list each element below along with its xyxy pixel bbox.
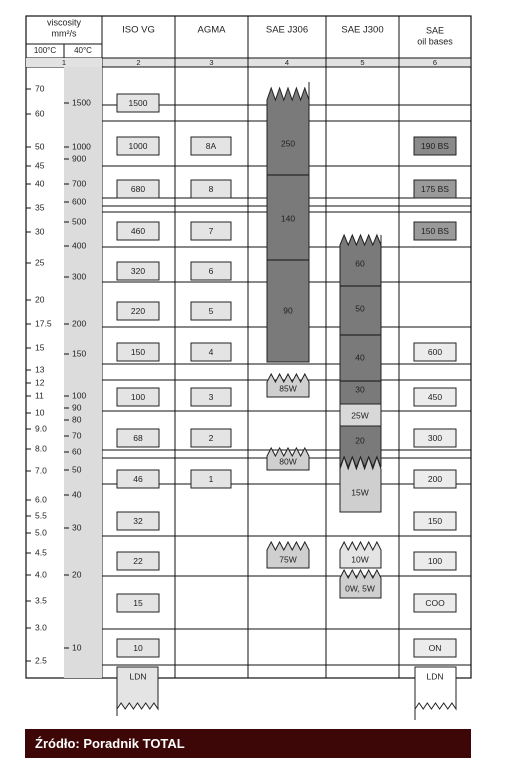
tick-label-40c: 50 (72, 464, 82, 475)
tick-label-40c: 70 (72, 430, 82, 441)
tick-label-40c: 100 (72, 390, 87, 401)
tick-label-40c: 60 (72, 446, 82, 457)
col-number-6: 6 (432, 57, 438, 67)
iso-vg-46-label: 46 (133, 473, 143, 484)
sae-j306-85W-label: 85W (279, 383, 297, 394)
sae-j300-25w: 25W (351, 410, 369, 421)
iso-vg-22-label: 22 (133, 555, 143, 566)
iso-vg-1000-label: 1000 (128, 140, 148, 151)
agma-1-label: 1 (208, 473, 214, 484)
tick-label-100c: 40 (35, 178, 45, 189)
oil-base-ldn-label: LDN (426, 671, 444, 682)
iso-vg-ldn-label: LDN (129, 671, 147, 682)
agma-8A-label: 8A (205, 140, 217, 151)
col-header-2: SAE J306 (265, 24, 309, 36)
tick-label-100c: 4.5 (35, 547, 47, 558)
tick-label-100c: 4.0 (35, 569, 47, 580)
tick-label-40c: 150 (72, 348, 87, 359)
sae-j306-90: 90 (283, 305, 293, 316)
agma-3-label: 3 (208, 391, 214, 402)
tick-label-100c: 8.0 (35, 443, 47, 454)
col-number-2: 2 (136, 57, 141, 67)
tick-label-40c: 1000 (72, 141, 91, 152)
tick-label-40c: 200 (72, 318, 87, 329)
tick-label-100c: 9.0 (35, 423, 47, 434)
sae-j306-75W-label: 75W (279, 554, 297, 565)
tick-label-100c: 13 (35, 364, 45, 375)
sae-j306-80W-label: 80W (279, 456, 297, 467)
oil-base-ON-label: ON (428, 642, 442, 653)
tick-label-40c: 400 (72, 240, 87, 251)
tick-label-100c: 15 (35, 342, 45, 353)
tick-label-100c: 45 (35, 160, 45, 171)
oil-base-COO-label: COO (425, 597, 445, 608)
iso-vg-320-label: 320 (130, 265, 146, 276)
sae-j300-30: 30 (355, 384, 365, 395)
oil-base-100-label: 100 (427, 555, 443, 566)
tick-label-100c: 3.5 (35, 595, 47, 606)
tick-label-100c: 7.0 (35, 465, 47, 476)
viscosity-unit: mm²/s (51, 28, 77, 39)
col-number-5: 5 (360, 57, 365, 67)
agma-8-label: 8 (208, 183, 214, 194)
col-header-3: SAE J300 (341, 24, 384, 36)
source-caption: Źródło: Poradnik TOTAL (25, 729, 471, 758)
col-40c-label: 40°C (74, 46, 92, 56)
viscosity-title: viscosity (46, 17, 82, 28)
iso-vg-220-label: 220 (130, 305, 146, 316)
sae-j300-20: 20 (355, 435, 365, 446)
tick-label-40c: 40 (72, 489, 82, 500)
oil-base-150-label: 150 (427, 515, 443, 526)
tick-label-40c: 20 (72, 569, 82, 580)
tick-label-40c: 300 (72, 271, 87, 282)
agma-6-label: 6 (208, 265, 214, 276)
oil-base-300-label: 300 (427, 432, 443, 443)
col-header-1: AGMA (197, 24, 226, 36)
tick-label-100c: 17.5 (35, 318, 52, 329)
iso-vg-10-label: 10 (133, 642, 143, 653)
oil-base-175-BS-label: 175 BS (421, 183, 449, 194)
tick-label-100c: 60 (35, 108, 45, 119)
tick-label-40c: 10 (72, 642, 82, 653)
sae-j300-0w5w: 0W, 5W (345, 583, 375, 594)
sae-j300-50: 50 (355, 303, 365, 314)
tick-label-100c: 12 (35, 377, 45, 388)
col-number-3: 3 (209, 57, 214, 67)
sae-j300-15w: 15W (351, 487, 369, 498)
tick-label-100c: 25 (35, 257, 45, 268)
tick-label-40c: 30 (72, 522, 82, 533)
tick-label-40c: 500 (72, 216, 87, 227)
tick-label-40c: 600 (72, 196, 87, 207)
sae-j300-15w-box (340, 457, 381, 512)
tick-label-40c: 900 (72, 153, 87, 164)
tick-label-100c: 10 (35, 407, 45, 418)
tick-label-100c: 70 (35, 83, 45, 94)
col-100c-label: 100°C (33, 46, 57, 56)
tick-label-100c: 20 (35, 294, 45, 305)
oil-base-190-BS-label: 190 BS (421, 140, 449, 151)
iso-vg-460-label: 460 (130, 225, 146, 236)
col-header-0: ISO VG (122, 24, 155, 36)
sae-j306-250: 250 (280, 138, 296, 149)
iso-vg-68-label: 68 (133, 432, 143, 443)
oil-base-150-BS-label: 150 BS (421, 225, 449, 236)
oil-base-600-label: 600 (427, 346, 443, 357)
sae-j306-140: 140 (280, 213, 296, 224)
iso-vg-32-label: 32 (133, 515, 143, 526)
tick-label-100c: 35 (35, 202, 45, 213)
oil-base-450-label: 450 (427, 391, 443, 402)
col-number-4: 4 (284, 57, 290, 67)
agma-4-label: 4 (208, 346, 214, 357)
agma-7-label: 7 (208, 225, 214, 236)
tick-label-40c: 700 (72, 178, 87, 189)
sae-j300-40: 40 (355, 352, 365, 363)
tick-label-100c: 2.5 (35, 655, 47, 666)
tick-label-100c: 11 (35, 390, 44, 401)
tick-label-100c: 5.0 (35, 527, 47, 538)
iso-vg-100-label: 100 (130, 391, 146, 402)
iso-vg-15-label: 15 (133, 597, 143, 608)
col-number-1: 1 (61, 57, 67, 67)
agma-5-label: 5 (208, 305, 214, 316)
tick-label-100c: 50 (35, 141, 45, 152)
tick-label-100c: 30 (35, 226, 45, 237)
tick-label-40c: 1500 (72, 97, 91, 108)
tick-label-40c: 90 (72, 402, 82, 413)
tick-label-40c: 80 (72, 414, 82, 425)
sae-j300-60: 60 (355, 258, 365, 269)
oil-base-200-label: 200 (427, 473, 443, 484)
tick-label-100c: 3.0 (35, 622, 47, 633)
iso-vg-1500-label: 1500 (128, 97, 148, 108)
iso-vg-150-label: 150 (130, 346, 146, 357)
sae-j300-10w: 10W (351, 554, 369, 565)
col-header-4: SAE (425, 25, 445, 36)
tick-label-100c: 6.0 (35, 494, 47, 505)
col-header-4-sub: oil bases (417, 36, 453, 47)
agma-2-label: 2 (208, 432, 214, 443)
iso-vg-680-label: 680 (130, 183, 146, 194)
tick-label-100c: 5.5 (35, 510, 47, 521)
